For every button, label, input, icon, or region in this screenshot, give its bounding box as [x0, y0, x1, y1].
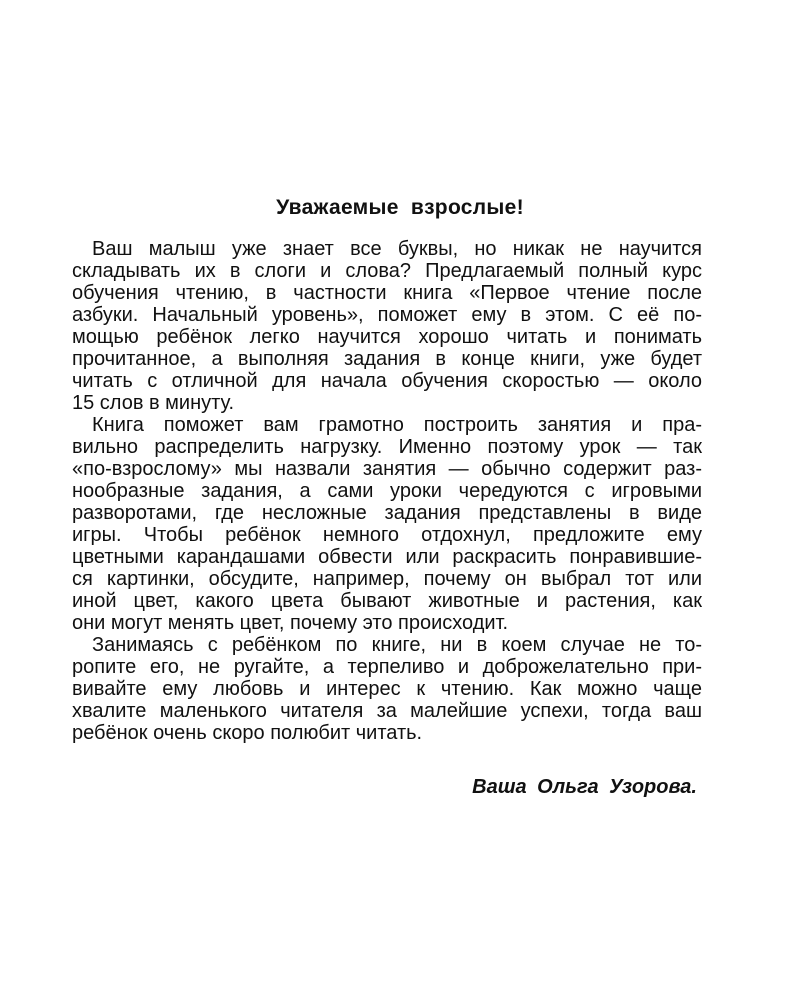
text-line: нообразные задания, а сами уроки чередуются с игровыми: [72, 480, 702, 502]
text-line: азбуки. Начальный уровень», поможет ему в этом. С её по-: [72, 304, 702, 326]
text-line: хвалите маленького читателя за малейшие успехи, тогда ваш: [72, 700, 702, 722]
text-line: Занимаясь с ребёнком по книге, ни в коем случае не то-: [92, 634, 702, 656]
signature: Ваша Ольга Узорова.: [472, 776, 697, 798]
text-line: обучения чтению, в частности книга «Первое чтение после: [72, 282, 702, 304]
paragraph-1: [72, 238, 702, 414]
paragraph-3: [72, 634, 702, 744]
text-line: мощью ребёнок легко научится хорошо читать и понимать: [72, 326, 702, 348]
text-line: вивайте ему любовь и интерес к чтению. Как можно чаще: [72, 678, 702, 700]
text-line: прочитанное, а выполняя задания в конце книги, уже будет: [72, 348, 702, 370]
text-line: Ваш малыш уже знает все буквы, но никак не научится: [92, 238, 702, 260]
text-line: «по-взрослому» мы назвали занятия — обычно содержит раз-: [72, 458, 702, 480]
text-line: читать с отличной для начала обучения скоростью — около: [72, 370, 702, 392]
text-line: они могут менять цвет, почему это происходит.: [72, 612, 509, 634]
page-title: Уважаемые взрослые!: [276, 196, 524, 219]
text-line: иной цвет, какого цвета бывают животные и растения, как: [72, 590, 702, 612]
text-line: 15 слов в минуту.: [72, 392, 235, 414]
text-line: складывать их в слоги и слова? Предлагаемый полный курс: [72, 260, 702, 282]
text-line: игры. Чтобы ребёнок немного отдохнул, предложите ему: [72, 524, 702, 546]
text-line: ся картинки, обсудите, например, почему он выбрал тот или: [72, 568, 702, 590]
letter-body: [72, 238, 702, 744]
text-line: Книга поможет вам грамотно построить занятия и пра-: [92, 414, 702, 436]
text-line: вильно распределить нагрузку. Именно поэтому урок — так: [72, 436, 702, 458]
text-line: ропите его, не ругайте, а терпеливо и доброжелательно при-: [72, 656, 702, 678]
text-line: разворотами, где несложные задания представлены в виде: [72, 502, 702, 524]
paragraph-2: [72, 414, 702, 634]
text-line: цветными карандашами обвести или раскрасить понравившие-: [72, 546, 702, 568]
text-line: ребёнок очень скоро полюбит читать.: [72, 722, 423, 744]
